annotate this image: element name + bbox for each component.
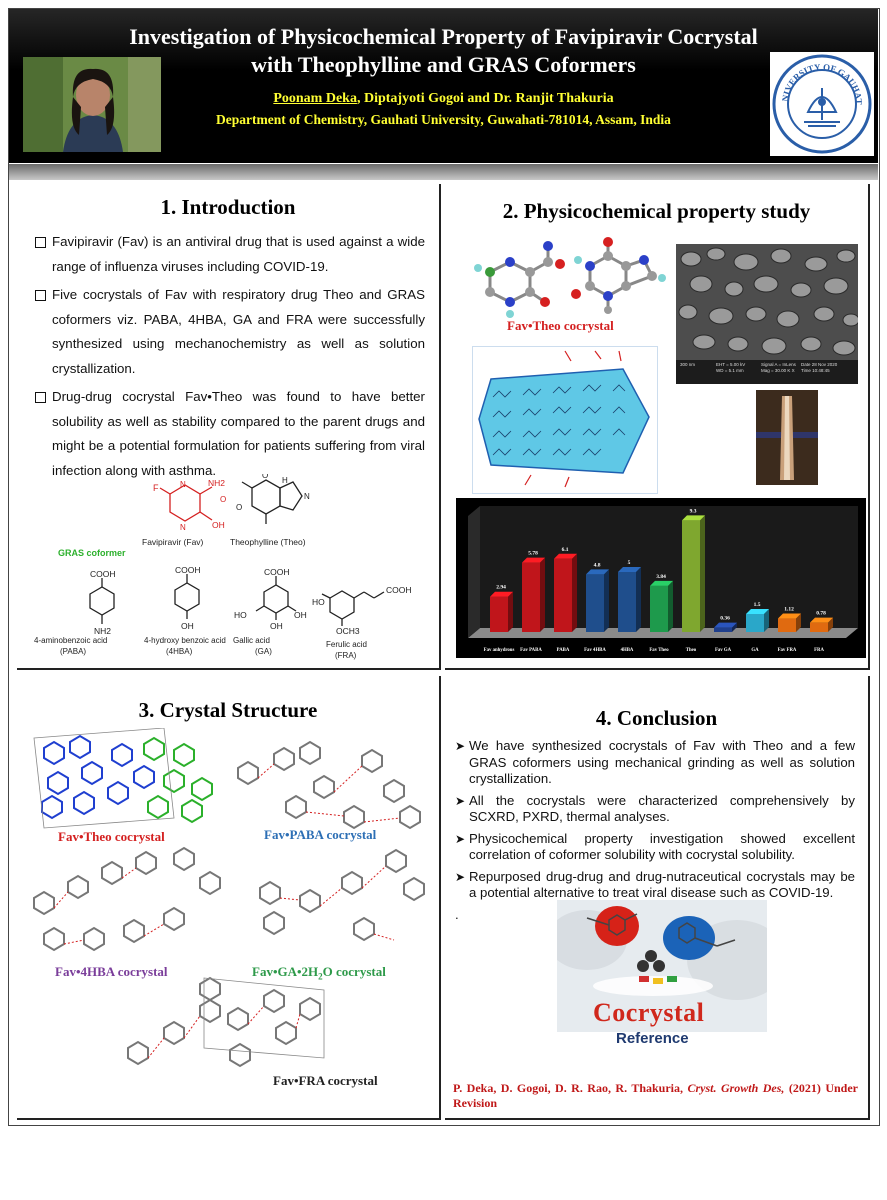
arrow-bullet-icon: ➤	[455, 831, 466, 846]
checkbox-bullet-icon	[35, 290, 46, 301]
svg-text:Gallic acid: Gallic acid	[233, 636, 270, 645]
chemical-structures	[30, 474, 440, 664]
checkbox-bullet-icon	[35, 237, 46, 248]
bar-value-label: 1.12	[784, 606, 794, 613]
list-item: Drug-drug cocrystal Fav•Theo was found to have better solubility as well as stability compared to the parent drugs and might be a potential formulation for patients suffering from viral infection along with asthma.	[35, 385, 425, 483]
fav-paba-crystal-label: Fav•PABA cocrystal	[264, 827, 377, 842]
category-label: Fav anhydrous	[483, 648, 515, 653]
conclusion-heading: 4. Conclusion	[595, 706, 718, 730]
single-crystal-photo	[756, 390, 818, 485]
bar-value-label: 4.8	[593, 562, 601, 569]
fav-fra-crystal-label: Fav•FRA cocrystal	[273, 1073, 378, 1088]
category-label: Fav FRA	[777, 648, 797, 653]
bar-value-label: 2.94	[496, 584, 506, 591]
paba-structure	[90, 578, 114, 624]
category-label: PABA	[556, 648, 570, 653]
svg-text:HO: HO	[312, 597, 325, 607]
bar-front	[522, 563, 540, 632]
conclusion-bullets	[455, 738, 855, 923]
bar-front	[714, 628, 732, 632]
reference-heading: Reference	[616, 1030, 689, 1047]
list-item: ➤ All the cocrystals were characterized comprehensively by SCXRD, PXRD, thermal analyses.	[455, 792, 855, 824]
4hba-structure	[175, 574, 199, 619]
category-label: FRA	[814, 648, 824, 653]
cocrystal-illustration	[557, 900, 767, 1032]
stray-dot: .	[455, 906, 459, 922]
svg-text:N: N	[304, 492, 310, 501]
bar-fav-fra	[778, 614, 801, 632]
introduction-heading: 1. Introduction	[160, 195, 296, 219]
svg-text:OH: OH	[294, 610, 307, 620]
svg-text:O: O	[262, 474, 269, 480]
category-label: Theo	[685, 648, 697, 653]
svg-text:HO: HO	[234, 610, 247, 620]
bar-value-label: 6.1	[561, 546, 569, 553]
theophylline-label: Theophylline (Theo)	[230, 537, 306, 547]
category-label: 4HBA	[620, 648, 634, 653]
svg-text:(PABA): (PABA)	[60, 647, 87, 656]
svg-text:OCH3: OCH3	[336, 626, 360, 636]
bar-front	[490, 597, 508, 632]
list-item: ➤ We have synthesized cocrystals of Fav with Theo and a few GRAS coformers using mechanical grinding as well as solution crystallization.	[455, 738, 855, 786]
svg-text:Ferulic acid: Ferulic acid	[326, 640, 367, 649]
bar-fav-paba	[522, 558, 545, 632]
fav-fra-packing	[128, 978, 320, 1066]
svg-text:O: O	[236, 503, 243, 512]
bar-4hba	[618, 567, 641, 632]
bar-value-label: 1.5	[753, 602, 761, 608]
crystal-structure-images	[24, 728, 436, 1098]
svg-text:(GA): (GA)	[255, 647, 272, 656]
bar-front	[618, 572, 636, 632]
presenting-author: Poonam Deka	[273, 91, 357, 106]
checkbox-bullet-icon	[35, 392, 46, 403]
bar-side	[636, 567, 641, 632]
bar-side	[668, 581, 673, 632]
arrow-bullet-icon: ➤	[455, 869, 466, 884]
bar-value-label: 5	[627, 560, 631, 566]
bar-value-label: 0.78	[816, 610, 826, 617]
theophylline-structure	[242, 480, 302, 524]
svg-text:(FRA): (FRA)	[335, 651, 357, 660]
bar-front	[554, 559, 572, 632]
fav-theo-packing	[34, 728, 212, 828]
gallic-acid-structure	[256, 576, 296, 620]
fav-4hba-crystal-label: Fav•4HBA cocrystal	[55, 964, 168, 979]
fav-ga-crystal-label: $Fav•GA•2H_2O$ cocrystal	[252, 964, 386, 982]
list-item: Five cocrystals of Fav with respiratory drug Theo and GRAS coformers viz. PABA, 4HBA, GA and FRA were successfully synthesized using mechanochemistry as well as solution crystallization.	[35, 283, 425, 381]
svg-text:4-aminobenzoic acid: 4-aminobenzoic acid	[34, 636, 108, 645]
category-label: GA	[751, 648, 759, 653]
arrow-bullet-icon: ➤	[455, 793, 466, 808]
arrow-bullet-icon: ➤	[455, 739, 466, 753]
svg-text:COOH: COOH	[386, 585, 412, 595]
coauthors: , Diptajyoti Gogoi and Dr. Ranjit Thakuria	[356, 91, 614, 106]
crystal-packing-image	[472, 346, 658, 494]
favipiravir-structure	[160, 485, 212, 521]
svg-text:COOH: COOH	[175, 565, 201, 575]
bar-side	[700, 515, 705, 632]
sem-scale-label: 300 nm	[680, 362, 696, 367]
introduction-bullets	[35, 230, 425, 487]
bar-front	[810, 623, 828, 632]
bar-paba	[554, 554, 577, 632]
svg-text:F: F	[153, 483, 159, 493]
bar-front	[650, 586, 668, 632]
poster-title: Investigation of Physicochemical Property of Favipiravir Cocrystal with Theophylline and GRAS Coformers	[129, 24, 758, 77]
svg-text:N: N	[180, 480, 186, 489]
svg-text:(4HBA): (4HBA)	[166, 647, 193, 656]
reference-citation: P. Deka, D. Gogoi, D. R. Rao, R. Thakuria, Cryst. Growth Des, (2021) Under Revision	[453, 1081, 858, 1110]
svg-text:OH: OH	[181, 621, 194, 631]
category-label: Fav PABA	[520, 648, 542, 653]
category-label: Fav GA	[714, 648, 732, 653]
svg-text:H: H	[282, 476, 288, 485]
author-photo	[23, 57, 161, 152]
department-affiliation: Department of Chemistry, Gauhati University, Guwahati-781014, Assam, India	[216, 112, 671, 127]
fav-theo-cocrystal-label: Fav•Theo cocrystal	[507, 318, 614, 333]
crystal-structure-heading: 3. Crystal Structure	[138, 698, 318, 722]
bar-fra	[810, 618, 833, 632]
svg-text:OH: OH	[212, 520, 225, 530]
sem-image: 300 nm EHT = 5.00 kV WD = 5.1 mm Signal A = InLens Mag = 30.00 K X Date 28 Nov 2020 Time 10:48:45	[676, 244, 858, 384]
physicochemical-heading: 2. Physicochemical property study	[502, 199, 811, 223]
header-divider	[9, 164, 878, 180]
svg-text:COOH: COOH	[90, 569, 116, 579]
bar-fav-4hba	[586, 569, 609, 632]
bar-front	[586, 574, 604, 632]
bar-fav-anhydrous	[490, 592, 513, 632]
cocrystal-image-text: Cocrystal	[593, 998, 705, 1027]
svg-text:4-hydroxy benzoic acid: 4-hydroxy benzoic acid	[144, 636, 226, 645]
bar-side	[540, 558, 545, 632]
bar-value-label: 5.78	[528, 550, 538, 557]
bar-front	[746, 614, 764, 632]
university-logo	[770, 52, 874, 156]
logo-text: NIVERSITY OF GAUHAT	[780, 61, 865, 106]
svg-text:NH2: NH2	[94, 626, 112, 636]
svg-text:OH: OH	[270, 621, 283, 631]
bar-value-label: 9.3	[689, 508, 697, 515]
svg-text:O: O	[220, 495, 227, 504]
svg-text:NH2: NH2	[208, 478, 226, 488]
bar-value-label: 3.84	[656, 573, 666, 580]
svg-text:COOH: COOH	[264, 567, 290, 577]
list-item: Favipiravir (Fav) is an antiviral drug that is used against a wide range of influenza viruses including COVID-19.	[35, 230, 425, 279]
fav-paba-packing	[238, 742, 420, 828]
solubility-bar-chart	[456, 498, 866, 658]
category-label: Fav 4HBA	[584, 648, 606, 653]
svg-text:N: N	[180, 523, 186, 532]
fav-4hba-packing	[34, 848, 220, 950]
fav-theo-crystal-label: Fav•Theo cocrystal	[58, 829, 165, 844]
list-item: ➤ Physicochemical property investigation showed excellent correlation of coformer solubility with cocrystal solubility.	[455, 830, 855, 862]
bar-fav-theo	[650, 581, 673, 632]
bar-theo	[682, 515, 705, 632]
bar-value-label: 0.36	[720, 615, 730, 622]
fav-ga-packing	[260, 850, 424, 940]
list-item: ➤ Repurposed drug-drug and drug-nutraceutical cocrystals may be a potential alternative to treat viral disease such as COVID-19.	[455, 868, 855, 900]
bar-side	[572, 554, 577, 632]
category-label: Fav Theo	[649, 648, 669, 653]
bar-chart-svg	[456, 498, 866, 658]
gras-coformer-label: GRAS coformer	[58, 548, 126, 558]
ferulic-acid-structure	[322, 591, 384, 626]
bar-side	[508, 592, 513, 632]
fav-theo-molecules	[470, 232, 670, 322]
bar-front	[682, 520, 700, 632]
favipiravir-label: Favipiravir (Fav)	[142, 537, 204, 547]
bar-front	[778, 619, 796, 632]
bar-ga	[746, 609, 769, 632]
bar-side	[604, 569, 609, 632]
